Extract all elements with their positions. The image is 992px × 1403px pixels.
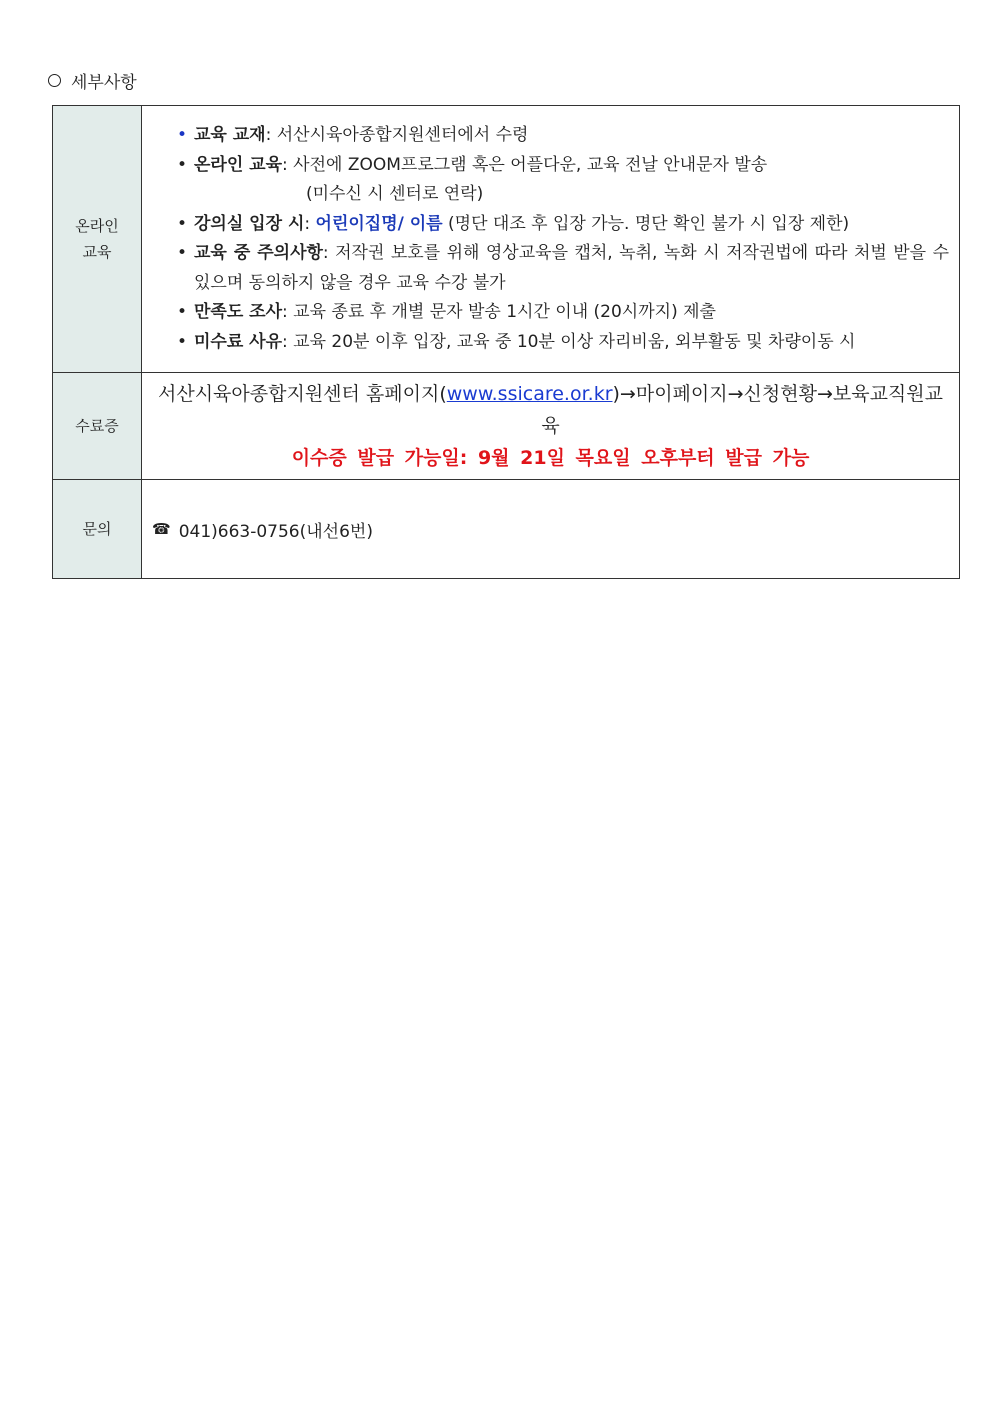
online-items-list	[152, 121, 949, 357]
item-highlight: 어린이집명/ 이름	[315, 213, 443, 234]
item-key: 강의실 입장 시	[194, 213, 305, 234]
online-label-cell	[53, 106, 142, 373]
online-label-line1: 온라인	[75, 217, 119, 235]
item-key: 온라인 교육	[194, 154, 283, 175]
table-row-online	[53, 106, 960, 373]
section-title	[48, 68, 137, 93]
certificate-content-cell	[142, 373, 960, 480]
item-key: 교육 중 주의사항	[194, 243, 323, 263]
bullet-icon: •	[177, 213, 188, 234]
list-item	[152, 210, 949, 240]
bullet-icon: •	[177, 154, 188, 175]
item-key: 만족도 조사	[194, 302, 283, 322]
details-table	[52, 105, 960, 579]
table-row-inquiry	[53, 480, 960, 579]
item-key: 교육 교재	[194, 125, 266, 145]
section-title-text: 세부사항	[71, 73, 137, 93]
item-text: : 저작권 보호를 위해 영상교육을 캡처, 녹취, 녹화 시 저작권법에 따라 처벌 받을 수 있으며 동의하지 않을 경우 교육 수강 불가	[194, 243, 949, 293]
bullet-icon: •	[177, 302, 188, 322]
online-content-cell	[142, 106, 960, 373]
bullet-icon: •	[177, 125, 188, 145]
item-continuation: (미수신 시 센터로 연락)	[306, 184, 484, 204]
certificate-instructions	[152, 378, 949, 442]
list-item	[152, 239, 949, 298]
certificate-label-cell: 수료증	[53, 373, 142, 480]
item-text: :	[304, 213, 316, 234]
list-item	[152, 328, 949, 358]
phone-icon: ☎	[152, 520, 171, 538]
certificate-text-before: 서산시육아종합지원센터 홈페이지(	[158, 383, 447, 405]
phone-number: 041)663-0756(내선6번)	[178, 521, 373, 542]
inquiry-content-cell	[142, 480, 960, 579]
item-text: : 교육 20분 이후 입장, 교육 중 10분 이상 자리비움, 외부활동 및 차량이동 시	[282, 331, 856, 352]
list-item	[152, 298, 949, 328]
item-key: 미수료 사유	[194, 331, 283, 352]
list-item	[152, 121, 949, 151]
item-text: : 서산시육아종합지원센터에서 수령	[265, 125, 529, 145]
homepage-link[interactable]: www.ssicare.or.kr	[446, 383, 613, 405]
bullet-icon: •	[177, 331, 188, 352]
circle-bullet-icon	[48, 74, 61, 87]
item-text: : 사전에 ZOOM프로그램 혹은 어플다운, 교육 전날 안내문자 발송	[282, 154, 768, 175]
certificate-issue-date: 이수증 발급 가능일: 9월 21일 목요일 오후부터 발급 가능	[291, 447, 810, 469]
online-label-line2: 교육	[82, 243, 112, 261]
item-text: : 교육 종료 후 개별 문자 발송 1시간 이내 (20시까지) 제출	[282, 302, 716, 322]
certificate-text-after: )→마이페이지→신청현황→보육교직원교육	[541, 383, 943, 437]
table-row-certificate	[53, 373, 960, 480]
item-text-after: (명단 대조 후 입장 가능. 명단 확인 불가 시 입장 제한)	[442, 213, 850, 234]
phone-contact	[152, 517, 949, 542]
list-item	[152, 151, 949, 210]
bullet-icon: •	[177, 243, 188, 263]
inquiry-label-cell: 문의	[53, 480, 142, 579]
